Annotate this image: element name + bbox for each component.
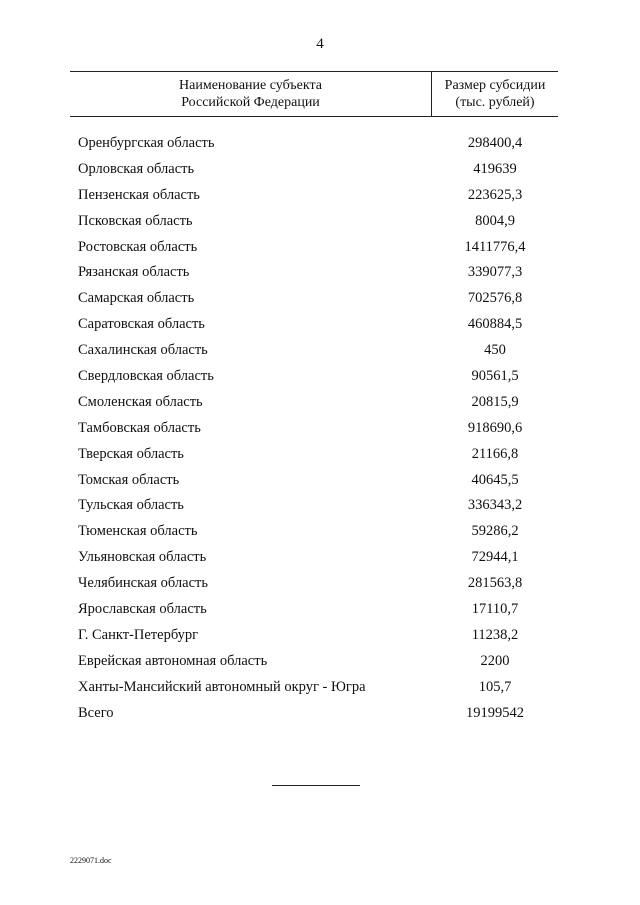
subsidy-amount-cell: 11238,2 — [471, 626, 519, 643]
region-name-cell: Самарская область — [78, 290, 195, 307]
table-row — [70, 287, 558, 313]
subsidy-amount-cell: 19199542 — [466, 704, 524, 721]
page-number: 4 — [316, 36, 324, 52]
subsidy-amount-cell: 72944,1 — [471, 549, 519, 566]
table-row — [70, 313, 558, 339]
footer-file-name: 2229071.doc — [70, 856, 112, 865]
table-row — [70, 339, 558, 365]
table-body — [70, 132, 558, 727]
region-column-header — [70, 72, 431, 116]
subsidy-amount-cell: 419639 — [473, 160, 517, 177]
table-row — [70, 702, 558, 728]
region-name-cell: Ульяновская область — [78, 549, 207, 566]
region-name-cell: Сахалинская область — [78, 342, 208, 359]
region-name-cell: Всего — [78, 704, 114, 721]
region-header-line-2: Российской Федерации — [181, 95, 320, 110]
region-name-cell: Смоленская область — [78, 393, 203, 410]
subsidy-amount-cell: 90561,5 — [471, 368, 519, 385]
subsidy-amount-cell: 20815,9 — [471, 393, 519, 410]
table-row — [70, 236, 558, 262]
table-row — [70, 650, 558, 676]
table-row — [70, 417, 558, 443]
subsidy-amount-cell: 702576,8 — [467, 290, 523, 307]
subsidy-amount-cell: 40645,5 — [471, 471, 519, 488]
region-name-cell: Тульская область — [78, 497, 184, 514]
table-row — [70, 391, 558, 417]
subsidy-amount-cell: 2200 — [480, 652, 510, 669]
subsidy-amount-cell: 298400,4 — [467, 135, 523, 151]
table-header — [70, 71, 558, 117]
region-name-cell: Томская область — [78, 471, 180, 488]
table-row — [70, 469, 558, 495]
table-row — [70, 494, 558, 520]
table-row — [70, 443, 558, 469]
region-name-cell: Ростовская область — [78, 238, 198, 255]
table-row — [70, 261, 558, 287]
amount-header-line-1: Размер субсидии — [444, 78, 546, 93]
region-name-cell: Пензенская область — [78, 186, 200, 203]
region-name-cell: Челябинская область — [78, 575, 208, 592]
region-name-cell: Саратовская область — [78, 316, 205, 333]
table-row — [70, 572, 558, 598]
table-row — [70, 365, 558, 391]
subsidy-amount-cell: 21166,8 — [471, 445, 519, 462]
subsidy-amount-cell: 17110,7 — [471, 601, 519, 618]
region-name-cell: Свердловская область — [78, 368, 214, 385]
region-name-cell: Ханты-Мансийский автономный округ - Югра — [78, 678, 366, 695]
table-row — [70, 676, 558, 702]
region-name-cell: Ярославская область — [78, 601, 207, 618]
region-name-cell: Орловская область — [78, 160, 195, 177]
subsidy-amount-cell: 59286,2 — [471, 523, 519, 540]
region-name-cell: Г. Санкт-Петербург — [78, 626, 199, 643]
table-row — [70, 184, 558, 210]
subsidy-amount-cell: 105,7 — [478, 678, 512, 695]
table-row — [70, 210, 558, 236]
subsidy-amount-cell: 339077,3 — [467, 264, 523, 281]
region-name-cell: Еврейская автономная область — [78, 652, 268, 669]
end-of-document-rule — [272, 785, 360, 786]
subsidy-amount-cell: 336343,2 — [467, 497, 523, 514]
subsidy-amount-cell: 450 — [484, 342, 506, 359]
region-name-cell: Рязанская область — [78, 264, 190, 281]
region-name-cell: Тюменская область — [78, 523, 198, 540]
table-row — [70, 546, 558, 572]
table-row — [70, 598, 558, 624]
region-name-cell: Оренбургская область — [78, 135, 215, 151]
table-row — [70, 158, 558, 184]
region-header-line-1: Наименование субъекта — [179, 78, 322, 93]
subsidy-amount-cell: 1411776,4 — [464, 238, 526, 255]
subsidy-amount-cell: 223625,3 — [467, 186, 523, 203]
subsidy-amount-cell: 281563,8 — [467, 575, 523, 592]
region-name-cell: Псковская область — [78, 212, 193, 229]
subsidy-amount-cell: 8004,9 — [475, 212, 515, 229]
amount-column-header — [432, 72, 558, 116]
table-row — [70, 520, 558, 546]
table-row — [70, 624, 558, 650]
region-name-cell: Тверская область — [78, 445, 184, 462]
subsidy-amount-cell: 460884,5 — [467, 316, 523, 333]
subsidy-amount-cell: 918690,6 — [467, 419, 523, 436]
amount-header-line-2: (тыс. рублей) — [455, 95, 535, 110]
table-row — [70, 132, 558, 158]
region-name-cell: Тамбовская область — [78, 419, 201, 436]
